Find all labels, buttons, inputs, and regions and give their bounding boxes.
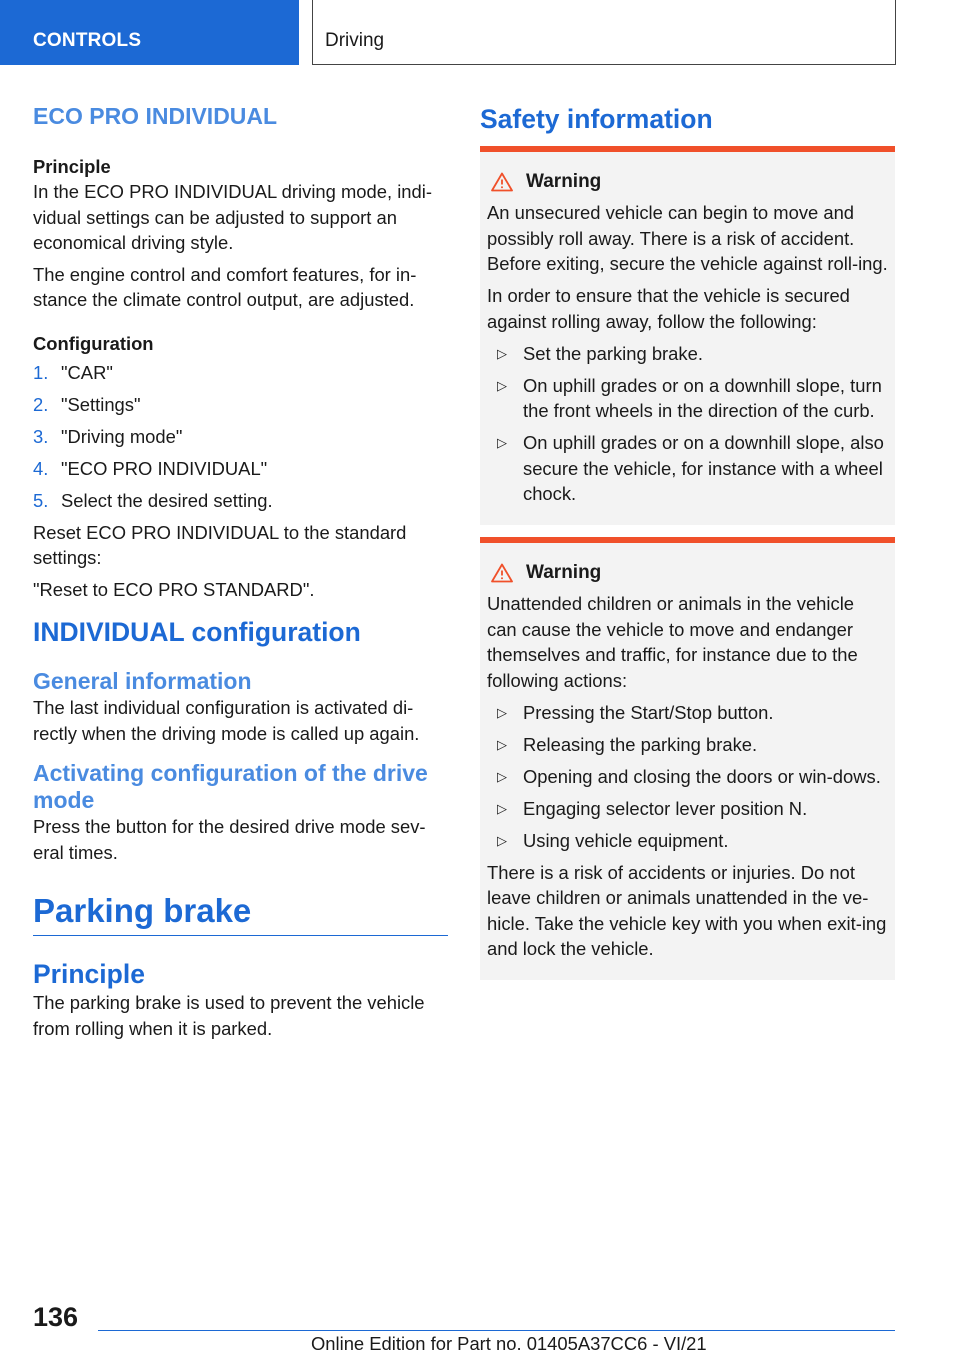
bullet-triangle-icon: ▷ — [497, 832, 507, 848]
eco-pro-individual-heading: ECO PRO INDIVIDUAL — [33, 103, 278, 129]
section-tab — [0, 0, 299, 65]
bullet-text: On uphill grades or on a downhill slope, turn the front wheels in the direction of the curb. — [523, 374, 882, 421]
parking-principle-heading: Principle — [33, 959, 145, 989]
warning-header — [487, 168, 888, 196]
reset-paragraph-2: "Reset to ECO PRO STANDARD". — [33, 578, 315, 600]
step-text: Select the desired setting. — [61, 489, 273, 511]
individual-configuration-heading: INDIVIDUAL configuration — [33, 617, 361, 647]
bullet-triangle-icon: ▷ — [497, 377, 507, 393]
right-column — [480, 100, 895, 980]
list-item — [33, 456, 448, 482]
list-item — [487, 828, 888, 854]
step-number: 3. — [33, 425, 49, 447]
parking-brake-heading: Parking brake — [33, 891, 448, 936]
warning-1-bullets — [487, 341, 888, 507]
configuration-subheading: Configuration — [33, 332, 154, 354]
list-item — [487, 430, 888, 507]
warning-label: Warning — [526, 562, 602, 583]
list-item — [33, 360, 448, 386]
safety-information-heading: Safety information — [480, 104, 713, 134]
bullet-text: On uphill grades or on a downhill slope, also secure the vehicle, for instance with a wheel chock. — [523, 432, 884, 504]
bullet-text: Engaging selector lever position N. — [523, 797, 808, 819]
page-number: 136 — [33, 1302, 79, 1332]
step-text: "ECO PRO INDIVIDUAL" — [61, 457, 268, 479]
footer-divider — [98, 1330, 895, 1331]
activating-configuration-heading: Activating configuration of the drive mode — [33, 760, 428, 813]
general-information-paragraph: The last individual configuration is activated di-rectly when the driving mode is called up again. — [33, 697, 420, 744]
warning-box-1 — [480, 146, 895, 525]
general-information-heading: General information — [33, 668, 252, 694]
principle-paragraph-2: The engine control and comfort features, for in-stance the climate control output, are adjusted. — [33, 263, 417, 310]
bullet-triangle-icon: ▷ — [497, 800, 507, 816]
step-number: 5. — [33, 489, 49, 511]
bullet-triangle-icon: ▷ — [497, 345, 507, 361]
warning-header — [487, 559, 888, 587]
list-item — [487, 341, 888, 367]
step-text: "Driving mode" — [61, 425, 183, 447]
edition-footer: Online Edition for Part no. 01405A37CC6 - VI/21 — [311, 1333, 707, 1354]
list-item — [487, 700, 888, 726]
list-item — [33, 392, 448, 418]
section-label: CONTROLS — [33, 30, 142, 51]
step-text: "CAR" — [61, 361, 113, 383]
warning-2-bullets — [487, 700, 888, 854]
warning-label: Warning — [526, 171, 602, 192]
list-item — [487, 373, 888, 424]
warning-triangle-icon — [491, 563, 513, 583]
bullet-triangle-icon: ▷ — [497, 704, 507, 720]
warning-1-paragraph-2: In order to ensure that the vehicle is secured against rolling away, follow the following: — [487, 285, 850, 332]
list-item — [33, 424, 448, 450]
bullet-text: Opening and closing the doors or win-dows. — [523, 765, 881, 787]
list-item — [487, 764, 888, 790]
warning-2-paragraph-1: Unattended children or animals in the vehicle can cause the vehicle to move and endanger themselves and traffic, for instance due to the following actions: — [487, 593, 858, 691]
bullet-text: Releasing the parking brake. — [523, 733, 758, 755]
step-number: 2. — [33, 393, 49, 415]
left-column — [33, 100, 448, 1047]
parking-principle-paragraph: The parking brake is used to prevent the vehicle from rolling when it is parked. — [33, 992, 425, 1039]
step-text: "Settings" — [61, 393, 141, 415]
list-item — [487, 732, 888, 758]
bullet-triangle-icon: ▷ — [497, 736, 507, 752]
bullet-triangle-icon: ▷ — [497, 768, 507, 784]
warning-triangle-icon — [491, 172, 513, 192]
principle-subheading: Principle — [33, 156, 111, 177]
warning-1-paragraph-1: An unsecured vehicle can begin to move and possibly roll away. There is a risk of accident. Before exiting, secure the vehicle against roll-ing. — [487, 202, 888, 274]
warning-2-paragraph-2: There is a risk of accidents or injuries. Do not leave children or animals unattended in the ve-hicle. Take the vehicle key with you when exit-ing and lock the vehicle. — [487, 861, 887, 959]
list-item — [33, 488, 448, 514]
bullet-text: Using vehicle equipment. — [523, 829, 729, 851]
reset-paragraph-1: Reset ECO PRO INDIVIDUAL to the standard settings: — [33, 521, 407, 568]
step-number: 4. — [33, 457, 49, 479]
list-item — [487, 796, 888, 822]
bullet-triangle-icon: ▷ — [497, 435, 507, 450]
activating-configuration-paragraph: Press the button for the desired drive mode sev-eral times. — [33, 816, 426, 863]
warning-box-2 — [480, 537, 895, 980]
configuration-steps — [33, 360, 448, 514]
chapter-label: Driving — [325, 30, 385, 51]
bullet-text: Set the parking brake. — [523, 342, 703, 364]
chapter-header — [312, 0, 896, 65]
principle-paragraph-1: In the ECO PRO INDIVIDUAL driving mode, indi-vidual settings can be adjusted to support an economical driving style. — [33, 181, 432, 253]
step-number: 1. — [33, 361, 49, 383]
bullet-text: Pressing the Start/Stop button. — [523, 701, 774, 723]
